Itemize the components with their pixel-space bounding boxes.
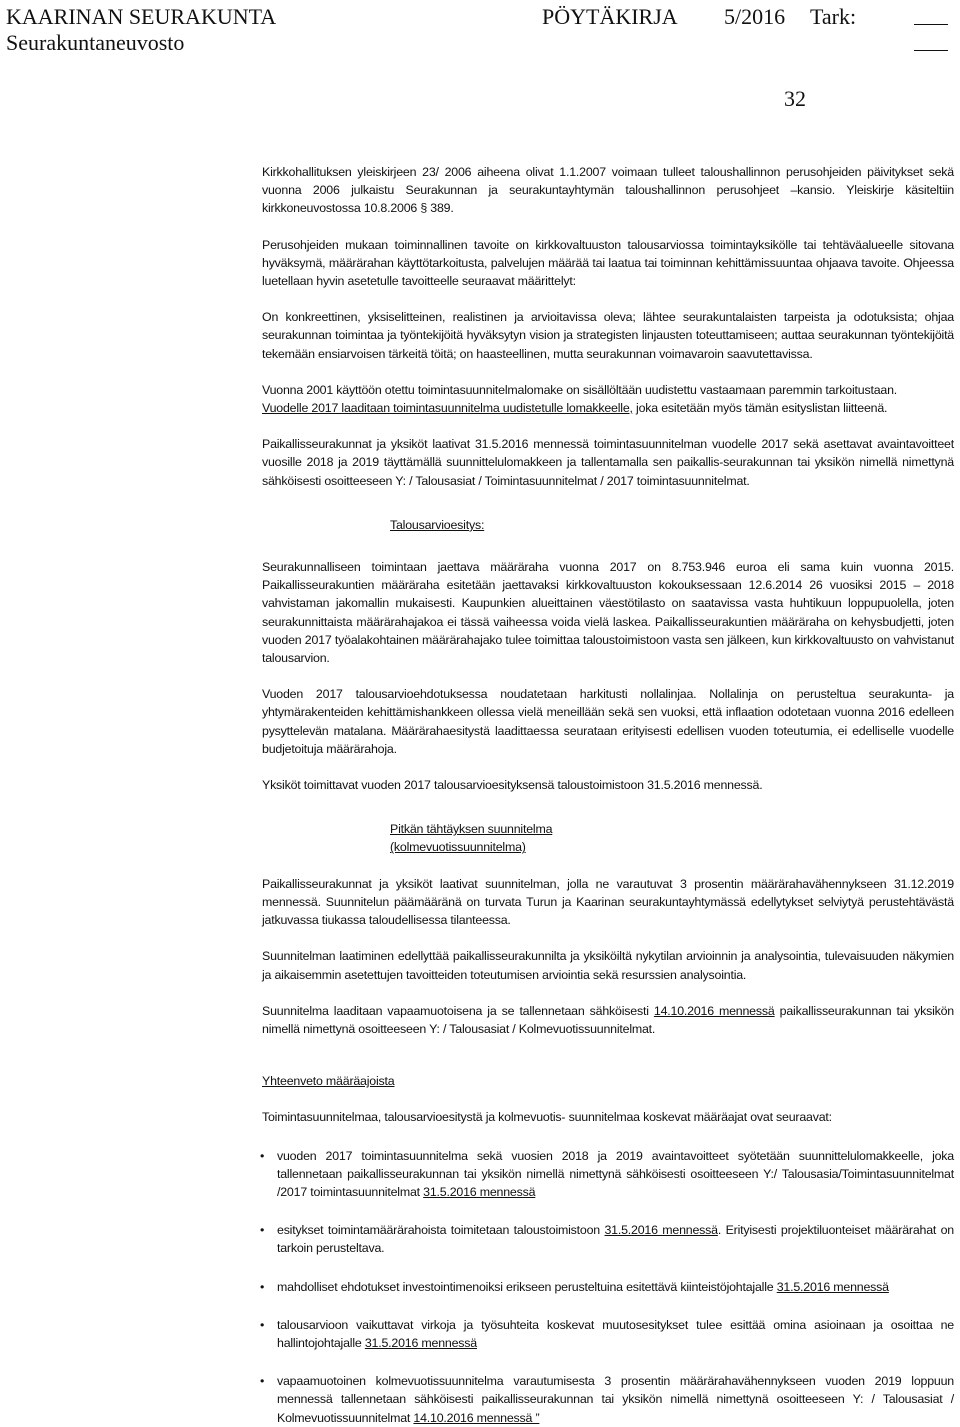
paragraph-maarittelyt: On konkreettinen, yksiselitteinen, realistinen ja arvioitavissa oleva; lähtee seurakuntalaisten tarpeista ja odotuksista; ohjaa seurakunnan toimintaa ja työntekijöitä hyväksytyn vision ja strategisten linjausten toteuttamiseen; auttaa seurakunnan työntekijöitä tekemään ensiarvoisen tärkeitä töitä; on haasteellinen, mutta seurakunnan voimavaroin saavutettavissa.	[262, 310, 954, 361]
paragraph-nollalinja: Vuoden 2017 talousarvioehdotuksessa noudatetaan harkitusti nollalinjaa. Nollalinja on perusteltua seurakunta- ja yhtymärakenteiden kehittämishankkeen ollessa vielä meneillään sekä sen vuoksi, että inflaation odotetaan vuonna 2016 edelleen pysyttelevän matalana. Määrärahaesitystä laadittaessa seurataan erityisesti edellisen vuoden toteutumia, ei edelliselle vuodelle budjetoituja määrärahoja.	[262, 687, 954, 756]
tark-blank-line-1	[914, 4, 948, 25]
list-item-part: esitykset toimintamäärärahoista toimitetaan taloustoimistoon	[277, 1223, 605, 1238]
list-item-part: vapaamuotoinen kolmevuotissuunnitelma varautumisesta 3 prosentin määrärahavähennykseen vuoden 2019 loppuun mennessä tallennetaan sähköisesti paikallisseurakunnan tai yksikön nimellä nimettynä osoitteeseen Y: / Talousasiat / Kolmevuotissuunnitelmat	[277, 1374, 954, 1425]
list-item-date: 31.5.2016 mennessä	[604, 1223, 718, 1238]
heading-pitkan-tahtayksen	[262, 820, 954, 856]
tark-blank-line-2	[914, 30, 948, 51]
list-item	[262, 1221, 954, 1257]
body-name: Seurakuntaneuvosto	[6, 30, 185, 55]
heading-pitkan-tahtayksen-line1: Pitkän tähtäyksen suunnitelma	[390, 822, 553, 837]
list-item	[262, 1278, 954, 1296]
list-item-text	[262, 1221, 954, 1257]
paragraph-lomake-underlined: Vuodelle 2017 laaditaan toimintasuunnitelma uudistetulle lomakkeelle,	[262, 401, 633, 416]
document-type: PÖYTÄKIRJA	[542, 4, 678, 29]
tark-label: Tark:	[810, 4, 857, 29]
heading-talousarvioesitys-text: Talousarvioesitys:	[390, 517, 485, 532]
list-item-text	[262, 1316, 954, 1352]
paragraph-varautuminen: Paikallisseurakunnat ja yksiköt laativat suunnitelman, jolla ne varautuvat 3 prosentin määrärahavähennykseen 31.12.2019 mennessä. Suunnitelun päämääränä on turvata Turun ja Kaarinan seurakuntayhtymässä edellytykset selviytyä perustehtävästä jatkuvassa tiukassa taloudellisessa tilanteessa.	[262, 876, 954, 928]
heading-yhteenveto: Yhteenveto määräajoista	[262, 1074, 395, 1089]
paragraph-lomake	[262, 381, 954, 417]
deadline-list	[262, 1147, 954, 1427]
page-header	[6, 4, 954, 56]
heading-pitkan-tahtayksen-line2: (kolmevuotissuunnitelma)	[390, 840, 526, 855]
paragraph-vapaamuotoinen-date: 14.10.2016 mennessä	[653, 1003, 775, 1018]
paragraph-maararaha: Seurakunnalliseen toimintaan jaettava määräraha vuonna 2017 on 8.753.946 euroa eli sama kuin vuonna 2015. Paikallisseurakuntien määräraha esitetään jaettavaksi kirkkovaltuuston kokouksessaan 12.6.2014 26 vuosiksi 2015 – 2018 vahvistaman jakomallin mukaisesti. Kaupunkien alueittainen väestötilasto on saatavissa vasta huhtikuun loppupuolella, joten seurakunnittaista määrärahajakoa ei tässä vaiheessa voida vielä laskea. Paikallisseurakuntien määräraha on kehysbudjetti, joten vuoden 2017 työalakohtainen määrärahajako tulee toimittaa taloustoimistoon vasta sen jälkeen, kun kirkkovaltuusto on vahvistanut talousarvion.	[262, 560, 954, 666]
document-body	[262, 163, 954, 1427]
list-item	[262, 1316, 954, 1352]
list-item-part: vuoden 2017 toimintasuunnitelma sekä vuosien 2018 ja 2019 avaintavoitteet syötetään suunnittelulomakkeelle, joka tallennetaan paikallisseurakunnan tai yksikön nimellä nimettynä sähköisesti osoitteeseen Y:/ Talousasia/Toimintasuunnitelmat /2017 toimintasuunnitelmat	[277, 1148, 954, 1199]
paragraph-vapaamuotoinen	[262, 1002, 954, 1038]
list-item-part: . Erityisesti projektiluonteiset määrärahat on tarkoin perusteltava.	[277, 1223, 955, 1256]
paragraph-yksikot: Yksiköt toimittavat vuoden 2017 talousarvioesityksensä taloustoimistoon 31.5.2016 mennessä.	[262, 778, 763, 793]
paragraph-perusohjeet	[262, 236, 954, 291]
list-item-text	[262, 1372, 954, 1427]
paragraph-lomake-part2: joka esitetään myös tämän esityslistan liitteenä.	[632, 401, 888, 416]
bullet-icon: •	[260, 1374, 265, 1389]
bullet-icon: •	[260, 1148, 265, 1163]
list-item-date: 31.5.2016 mennessä	[776, 1279, 889, 1294]
meeting-number: 5/2016	[724, 4, 786, 29]
bullet-icon: •	[260, 1317, 265, 1332]
bullet-icon: •	[260, 1223, 265, 1238]
list-item-date: 31.5.2016 mennessä	[423, 1184, 536, 1199]
organization-name: KAARINAN SEURAKUNTA	[6, 4, 277, 29]
list-item-text	[262, 1278, 954, 1296]
paragraph-lomake-part1: Vuonna 2001 käyttöön otettu toimintasuunnitelmalomake on sisällöltään uudistettu vastaamaan paremmin tarkoitustaan.	[262, 382, 898, 397]
paragraph-toimintasuunnitelma: Paikallisseurakunnat ja yksiköt laativat 31.5.2016 mennessä toimintasuunnitelman vuodelle 2017 sekä asettavat avaintavoitteet vuosille 2018 ja 2019 täyttämällä suunnittelulomakkeen ja tallentamalla sen paikallis-seurakunnan tai yksikön nimellä nimettynä sähköisesti osoitteeseen Y: / Talousasiat / Toimintasuunnitelmat / 2017 toimintasuunnitelmat.	[262, 437, 954, 488]
paragraph-perusohjeet-part1: Perusohjeiden mukaan toiminnallinen tavoite on kirkkovaltuuston talousarviossa toimintayksikölle tai tehtäväalueelle sitovana hyväksymä, määrärahan käyttötarkoitusta, palvelujen määrää tai laatua tai toiminnan kehittämissuuntaa ohjaava tavoite.	[262, 237, 954, 270]
list-item-date: 14.10.2016 mennessä ”	[413, 1410, 540, 1425]
page-number: 32	[784, 86, 806, 111]
list-item	[262, 1147, 954, 1202]
paragraph-yleiskirje: Kirkkohallituksen yleiskirjeen 23/ 2006 aiheena olivat 1.1.2007 voimaan tulleet taloushallinnon perusohjeiden päivitykset sekä vuonna 2006 julkaistu Seurakunnan ja seurakuntayhtymän taloushallinnon perusohjeet –kansio. Yleiskirje käsiteltiin kirkkoneuvostossa 10.8.2006 § 389.	[262, 165, 954, 216]
list-item-part: talousarvioon vaikuttavat virkoja ja työsuhteita koskevat muutosesitykset tulee esittää omina asioinaan ja osoittaa ne hallintojohtajalle	[277, 1317, 954, 1350]
paragraph-perusohjeet-part2: Ohjeessa luetellaan hyvin asetetulle tavoitteelle seuraavat määrittelyt:	[262, 255, 954, 289]
list-item	[262, 1372, 954, 1427]
list-item-part: mahdolliset ehdotukset investointimenoiksi erikseen perusteltuina esitettävä kiinteistöjohtajalle	[277, 1279, 777, 1294]
paragraph-vapaamuotoinen-part1: Suunnitelma laaditaan vapaamuotoisena ja se tallennetaan sähköisesti	[262, 1003, 654, 1018]
list-item-text	[262, 1147, 954, 1202]
list-item-date: 31.5.2016 mennessä	[364, 1335, 477, 1350]
bullet-icon: •	[260, 1279, 265, 1294]
paragraph-suunnitelman-laatiminen: Suunnitelman laatiminen edellyttää paikallisseurakunnilta ja yksiköiltä nykytilan arvioinnin ja analysointia, tulevaisuuden näkymien ja aikaisemmin asetettujen tavoitteiden toteutumisen arviointia sekä resurssien analysointia.	[262, 949, 954, 982]
paragraph-maaraajat-intro: Toimintasuunnitelmaa, talousarvioesitystä ja kolmevuotis- suunnitelmaa koskevat määräajat ovat seuraavat:	[262, 1110, 832, 1125]
heading-talousarvioesitys	[262, 516, 954, 534]
paragraph-vapaamuotoinen-part2: paikallisseurakunnan tai yksikön nimellä nimettynä osoitteeseen Y: / Talousasiat / Kolmevuotissuunnitelmat.	[262, 1003, 954, 1036]
